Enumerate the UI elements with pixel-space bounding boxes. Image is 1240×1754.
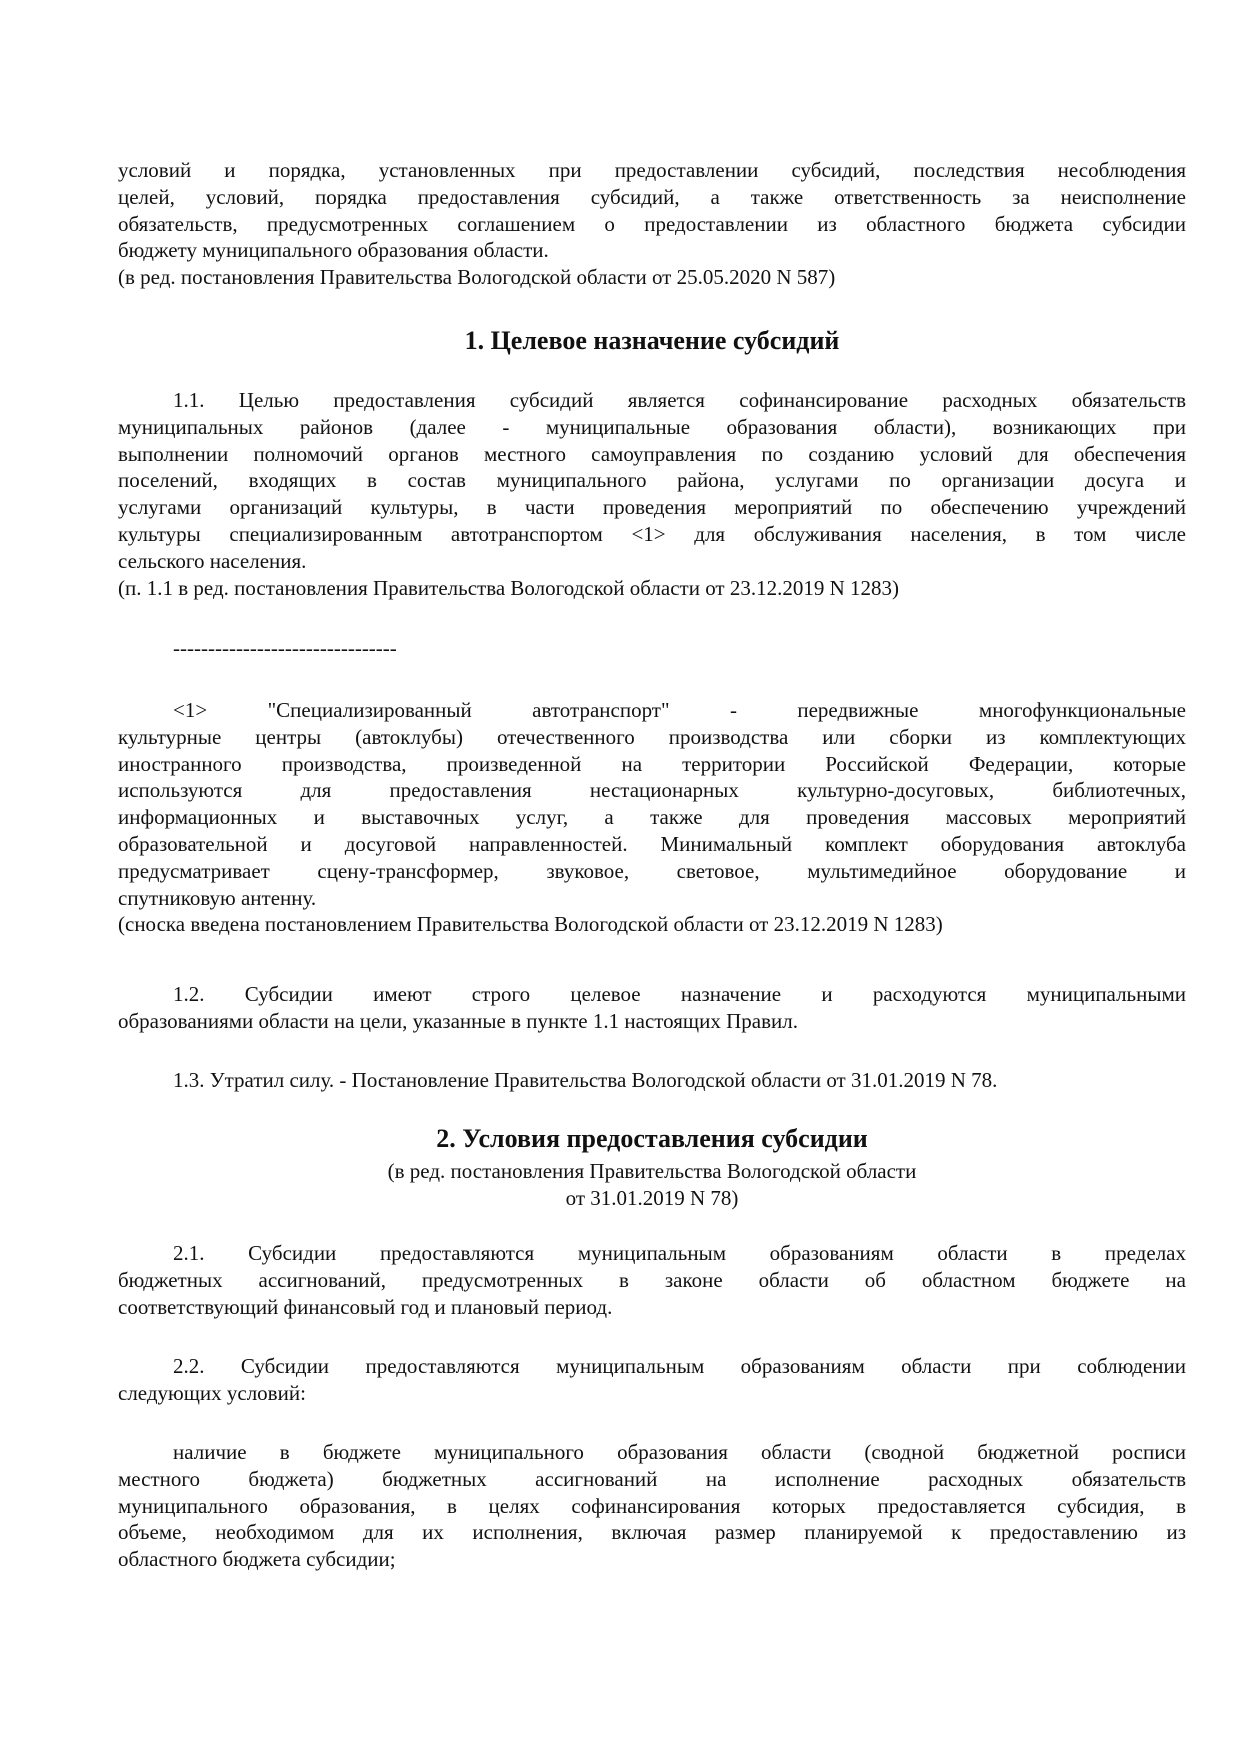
text-line: 1.2. Субсидии имеют строго целевое назначение и расходуются муниципальными [173, 982, 1186, 1006]
text-line: культуры специализированным автотранспортом <1> для обслуживания населения, в том числе [118, 521, 1186, 546]
text-line: муниципального образования, в целях софинансирования которых предоставляется субсидия, в [118, 1493, 1186, 1518]
paragraph-1-3 [118, 1067, 1186, 1094]
text-line: бюджетных ассигнований, предусмотренных в законе области об областном бюджете на [118, 1267, 1186, 1292]
paragraph-1-2 [118, 981, 1186, 1035]
text-line: (в ред. постановления Правительства Вологодской области [387, 1159, 917, 1183]
text-line: иностранного производства, произведенной на территории Российской Федерации, которые [118, 751, 1186, 776]
text-line: 2.1. Субсидии предоставляются муниципальным образованиям области в пределах [173, 1241, 1186, 1265]
intro-paragraph [118, 157, 1186, 291]
text-line: используются для предоставления нестационарных культурно-досуговых, библиотечных, [118, 778, 1186, 803]
text-line: объеме, необходимом для их исполнения, включая размер планируемой к предоставлению из [118, 1520, 1186, 1545]
text-line: целей, условий, порядка предоставления субсидий, а также ответственность за неисполнение [118, 184, 1186, 209]
section-1-heading: 1. Целевое назначение субсидий [464, 326, 840, 355]
text-line: условий и порядка, установленных при предоставлении субсидий, последствия несоблюдения [118, 158, 1186, 182]
text-line: обязательств, предусмотренных соглашением о предоставлении из областного бюджета субсидии [118, 211, 1186, 236]
text-line: областного бюджета субсидии; [118, 1547, 396, 1572]
text-line: информационных и выставочных услуг, а также для проведения массовых мероприятий [118, 805, 1186, 830]
text-line: спутниковую антенну. [118, 885, 317, 910]
section-2-heading: 2. Условия предоставления субсидии [436, 1124, 868, 1153]
text-line: от 31.01.2019 N 78) [565, 1185, 739, 1210]
section-2-amendment-note [118, 1158, 1186, 1212]
paragraph-condition [118, 1439, 1186, 1573]
text-line: наличие в бюджете муниципального образования области (сводной бюджетной росписи [173, 1440, 1186, 1464]
text-line: поселений, входящих в состав муниципального района, услугами по организации досуга и [118, 468, 1186, 493]
text-line: сельского населения. [118, 548, 307, 573]
footnote-1 [118, 697, 1186, 938]
text-line: услугами организаций культуры, в части проведения мероприятий по обеспечению учреждений [118, 495, 1186, 520]
amendment-reference: (в ред. постановления Правительства Вологодской области от 25.05.2020 N 587) [118, 265, 836, 290]
amendment-reference: (п. 1.1 в ред. постановления Правительства Вологодской области от 23.12.2019 N 1283) [118, 575, 900, 600]
paragraph-2-2 [118, 1353, 1186, 1407]
text-line: образовательной и досуговой направленностей. Минимальный комплект оборудования автоклуба [118, 831, 1186, 856]
text-line: следующих условий: [118, 1380, 306, 1405]
text-line: <1> "Специализированный автотранспорт" - передвижные многофункциональные [173, 698, 1186, 722]
text-line: соответствующий финансовый год и плановый период. [118, 1294, 613, 1319]
text-line: 2.2. Субсидии предоставляются муниципальным образованиям области при соблюдении [173, 1354, 1186, 1378]
text-line: бюджету муниципального образования области. [118, 238, 549, 263]
text-line: местного бюджета) бюджетных ассигнований на исполнение расходных обязательств [118, 1466, 1186, 1491]
paragraph-2-1 [118, 1240, 1186, 1320]
paragraph-1-1 [118, 387, 1186, 601]
footnote-separator: -------------------------------- [173, 636, 397, 660]
amendment-reference: (сноска введена постановлением Правительства Вологодской области от 23.12.2019 N 1283) [118, 912, 943, 937]
text-line: предусматривает сцену-трансформер, звуковое, световое, мультимедийное оборудование и [118, 858, 1186, 883]
text-line: 1.3. Утратил силу. - Постановление Правительства Вологодской области от 31.01.2019 N 78. [173, 1068, 998, 1092]
text-line: выполнении полномочий органов местного самоуправления по созданию условий для обеспечения [118, 441, 1186, 466]
text-line: культурные центры (автоклубы) отечественного производства или сборки из комплектующих [118, 724, 1186, 749]
text-line: 1.1. Целью предоставления субсидий является софинансирование расходных обязательств [173, 388, 1186, 412]
text-line: муниципальных районов (далее - муниципальные образования области), возникающих при [118, 414, 1186, 439]
text-line: образованиями области на цели, указанные в пункте 1.1 настоящих Правил. [118, 1008, 798, 1033]
